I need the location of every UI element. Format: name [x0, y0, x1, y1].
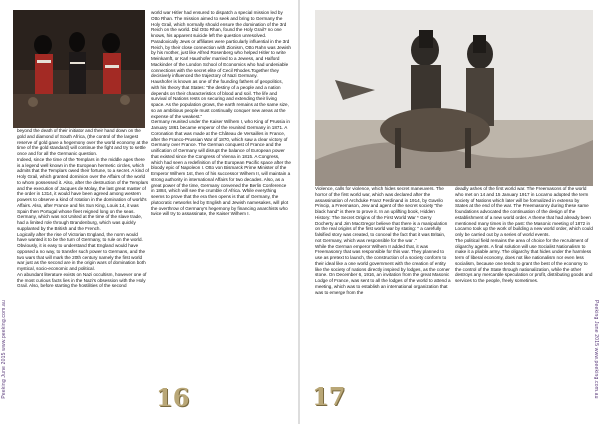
right-column-2 [455, 186, 593, 382]
left-col1-text: beyond the death of their initiator and their hand down on the gold and diamond of South Africa, (the control of the largest reserve of gold gave a hegemony over the world economy at the time of the gold standard) will continue the fight and try to settle once and for all the Germanic question. Indeed, since the time of the Templars in the middle ages there is a legend well known in the European hermetic circles, which admits that the Templars owed their fortune, to a secret. A kind of Holy Grail, which granted dominion over the Affairs of the world to whom possessed it. Also, after the destruction of the Templars and the execution of Jacques de Molay, the last great master of the order in 1314, it would have been agreed among western powers to observe a kind of rotation in the domination of world's Affairs. Also, after France and his Sun King, Louis 14, it was Spain then Portugal whose fleet reigned long on the seas. Germany, which was not United at the time of the slave trade, had a limited role through Brandenburg, which was quickly supplanted by the British and the French. Logically after the rise of Victorian England, the norm would have wanted it to be the turn of Germany, to rule on the world. Obviously, it is easy to understand that England would have opposed a no way, to transfer such power to Germans, and the two wars that will mark the 20th century namely the first world war just as the second are in the origin wars of domination both mystical, socio-economic and political. An abundant literature exists on Nazi occultism, however one of the most curious facts lies in the Nazi's obsession with the Holy Grail. Also, before starting the hostilities of the second [17, 128, 149, 289]
side-tag-right: Peeking June 2015 www.peeking.com.au [593, 300, 599, 399]
left-column-1 [17, 128, 149, 402]
left-column-2 [151, 10, 291, 382]
parade-photo [13, 10, 145, 128]
side-tag-left: Peeking June 2015 www.peeking.com.au [1, 300, 7, 399]
parade-photo-art [13, 10, 145, 128]
right-column-1 [315, 186, 451, 382]
left-col2-text: world war Hitler had ensured to dispatch a special mission led by Otto Rhan. The mission aimed to seek and bring to Germany the Holy Grail, which normally should ensure the domination of the 3rd Reich on the world. Did Otto Rhan, found the Holy Grail? no one knows, his apparent suicide left the question unresolved. Paradoxically Jews or affiliates were particularly influential in the 3rd Reich, by their close connection with Zionism, Otto Rahn was Jewish by his mother, just like Alfred Rosenberg who helped Hitler to write Meinkamft, or Karl Haushofer married to a Jewess, and Halford Mackinder of the London School of Economics who had undeniable connections with the secret elite of Cecil Rhodes.Together they decisively influenced the trajectory of Nazi Germany. Haushofer is known as one of the founding fathers of geopolitics, with his theory that States: "the destiny of a people and a nation depends on their characteristics of blood and soil. The life and survival of Nations rests on securing and extending their living space. As the population grows, the earth remains at the same size, so an ambitious people must continually conquer new areas at the expense of the weakest." Germany reunited under the Kaiser Wilhem I, who King of Prussia in January 1861 became emperor of the reunited Germany in 1871. A Coronation that was made at the Château de Versailles in France, after the Franco-Prussian War of 1870, which saw a clear victory of Germany over France. The German conquest of France and the unification of Germany will disrupt the balance of European power that existed since the Congress of Vienna in 1815. A Congress, which had seen a redefinition of the European Pacific space after the bloody epic of Napoleon I. Otto von Bismarck Prime Minister of the Emperor Wilhem 1st, then of his successor Wilhem II, will maintain a strong authority in international Affairs for two decades. Also, as a great power of the time, Germany convened the Berlin Conference in 1884, which will see the crumble of Africa. While everything seems to prove that the era then opens is that of Germany, the plutocratic networks led by English and Jewish namesakes, will plot the overthrow of Germany's hegemony by financing anarchists who twice will try to assassinate, the Kaiser Wilhem I. [151, 10, 291, 217]
right-col1-text: Violence, calls for violence, which hides secret maneuvers. The horror of the first world war, which was declared after the assassination of Archduke Franz Ferdinand in 1914, by Gavrilo Princip, a Freemason, Jew and agent of the secret society "the black hand" is there to prove it. In an uplifting book, Hidden History: The Secret Origins of the First World War * Gerry Docherty and Jim MacGregor believe that there is a manipulation on the real origins of the first world war by stating: " a carefully falsified story was created, to conceal the fact that it was Britain, not Germany, which was responsible for the war ." While the German emperor Wilhem II added that, it was Freemasonry that was responsible for this war. They planned to use as pretext to launch, the construction of a society conform to their ideal like a one world government with the creation of entity like the society of nations directly inspired by lodges, as the corner stone. On December 6, 1916, an invitation from the great Masonic Lodge of France, was sent to all the lodges of the world to attend a meeting, which was to establish an international organization that was to emerge from the [315, 186, 451, 295]
page-number-left: 16 [156, 383, 190, 412]
soldier-photo [315, 10, 593, 186]
page-number-right: 17 [312, 382, 346, 411]
soldier-photo-art [315, 10, 593, 186]
right-col2-text: deadly ashes of the first world war. The Freemasons of the world who met on 14 and 15 January 1917 in Locarno adopted the term society of Nations which later will be formalized in extenso by States at the end of the war. The Freemasonry during these same foundations advocated the continuation of the design of the establishment of a new world order. A theme that had already been mentioned many times in the past: the Masonic meeting of 1872 in Locarno took up the work of building a new world order, which could only be carried out by a series of world events. The political field remains the area of choice for the recruitment of oligarchy agents. A final solution will use Socialist Nationalism to make it a pliable army. The oligarchy that hides under the harmless term of liberal economy, does not like nationalism nor even less socialism, because one tends to grant the best of the economy to the control of the State through nationalization, while the other destroys any mercantile speculation or profit, distributing goods and services to the people, freely sometimes. [455, 186, 593, 283]
right-page [300, 0, 600, 424]
